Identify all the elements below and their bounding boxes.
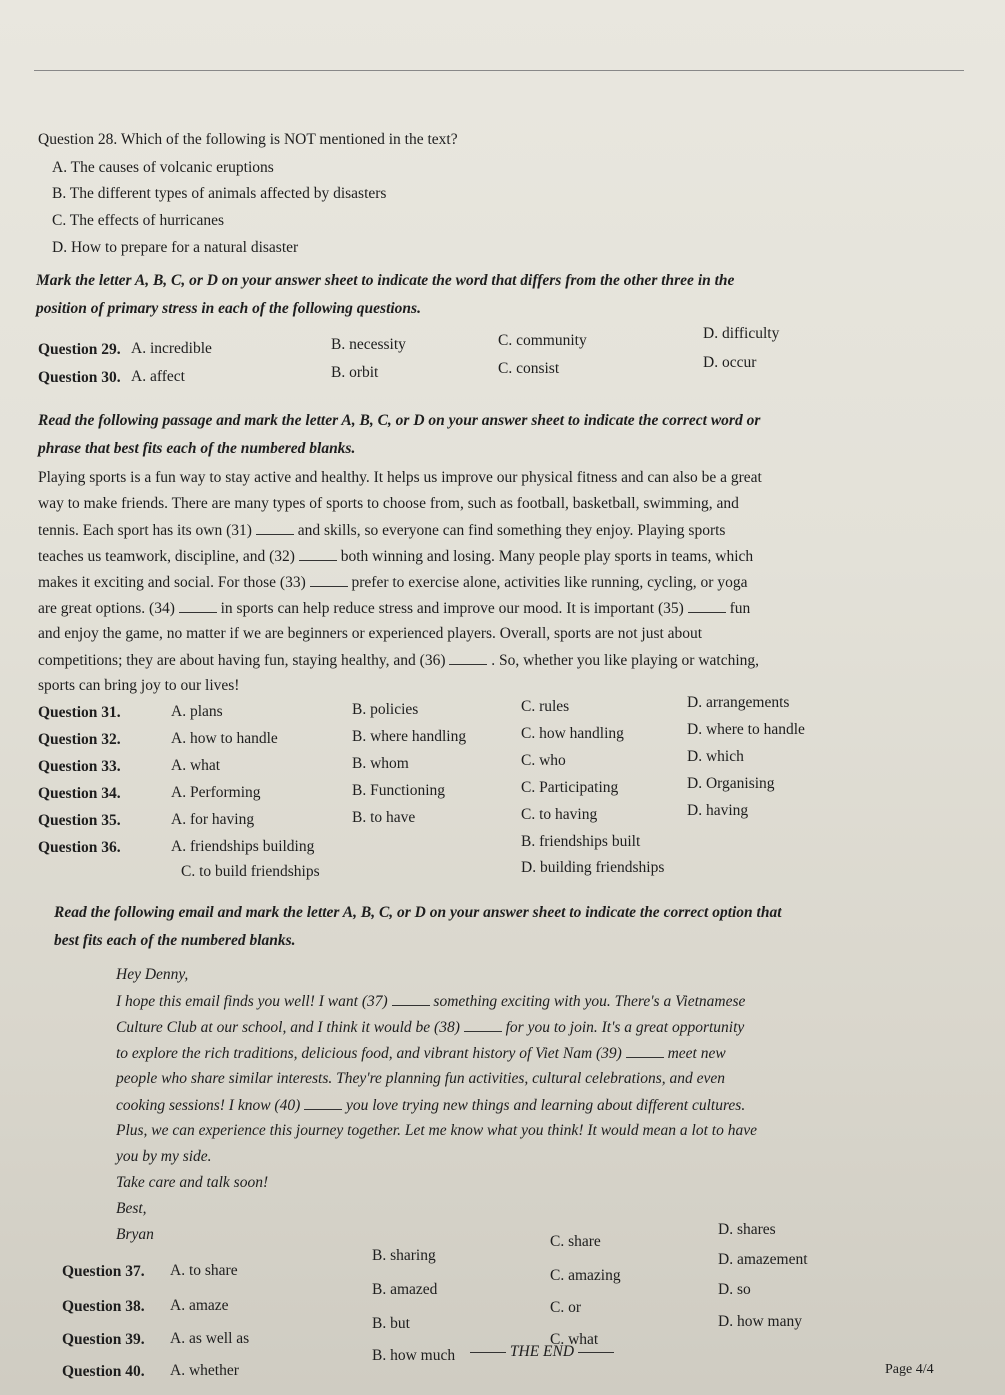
q39-option-d: D. so xyxy=(718,1281,751,1298)
q36-option-b: B. friendships built xyxy=(521,833,641,850)
q38-label: Question 38. xyxy=(62,1298,145,1315)
blank-34 xyxy=(179,598,217,613)
q37-option-b: B. sharing xyxy=(372,1247,436,1264)
email-closing: Best, xyxy=(116,1200,147,1217)
email-line5-end: you love trying new things and learning about different cultures. xyxy=(346,1097,746,1114)
q40-label: Question 40. xyxy=(62,1363,145,1380)
q34-option-a: A. Performing xyxy=(171,784,261,801)
q31-option-c: C. rules xyxy=(521,698,570,715)
q35-option-b: B. to have xyxy=(352,809,416,826)
q28-option-c: C. The effects of hurricanes xyxy=(52,212,225,229)
q35-label: Question 35. xyxy=(38,812,121,829)
q35-option-d: D. having xyxy=(687,802,749,819)
q29-option-b: B. necessity xyxy=(331,336,406,353)
email-line7: you by my side. xyxy=(116,1148,212,1165)
passage-instruction-line2: phrase that best fits each of the numbered blanks. xyxy=(38,440,356,457)
q37-option-a: A. to share xyxy=(170,1262,238,1279)
passage-line5-end: prefer to exercise alone, activities like running, cycling, or yoga xyxy=(351,574,748,591)
q33-option-a: A. what xyxy=(171,757,221,774)
passage-line9: sports can bring joy to our lives! xyxy=(38,677,240,694)
q35-option-a: A. for having xyxy=(171,811,255,828)
blank-31 xyxy=(256,520,294,535)
email-line3-start: to explore the rich traditions, delicious food, and vibrant history of Viet Nam (39) xyxy=(116,1045,622,1062)
q38-option-c: C. amazing xyxy=(550,1267,621,1284)
top-rule xyxy=(34,70,964,71)
passage-line8-start: competitions; they are about having fun, staying healthy, and (36) xyxy=(38,652,446,669)
q38-option-b: B. amazed xyxy=(372,1281,438,1298)
blank-38 xyxy=(464,1017,502,1032)
q29-label: Question 29. xyxy=(38,341,121,358)
passage-line6-end: fun xyxy=(729,600,751,617)
passage-line6-mid: in sports can help reduce stress and improve our mood. It is important (35) xyxy=(220,600,684,617)
q39-option-a: A. as well as xyxy=(170,1330,250,1347)
q30-label: Question 30. xyxy=(38,369,121,386)
q34-option-c: C. Participating xyxy=(521,779,619,796)
passage-line7: and enjoy the game, no matter if we are beginners or experienced players. Overall, sports are not just about xyxy=(38,625,703,642)
stress-instruction-line2: position of primary stress in each of the following questions. xyxy=(36,300,421,317)
q36-option-c: C. to build friendships xyxy=(181,863,320,880)
q31-option-d: D. arrangements xyxy=(687,694,790,711)
q40-option-d: D. how many xyxy=(718,1313,802,1330)
q36-label: Question 36. xyxy=(38,839,121,856)
passage-line2: way to make friends. There are many types of sports to choose from, such as football, basketball, swimming, and xyxy=(38,495,739,512)
passage-line8-end: . So, whether you like playing or watching, xyxy=(491,652,760,669)
q36-option-a: A. friendships building xyxy=(171,838,315,855)
q33-option-c: C. who xyxy=(521,752,566,769)
email-line3 xyxy=(116,1043,726,1064)
passage-line4-end: both winning and losing. Many people play sports in teams, which xyxy=(340,548,754,565)
q39-option-b: B. but xyxy=(372,1315,410,1332)
email-line5 xyxy=(116,1095,745,1116)
email-line8: Take care and talk soon! xyxy=(116,1174,269,1191)
q30-option-a: A. affect xyxy=(131,368,185,385)
passage-line5-start: makes it exciting and social. For those (33) xyxy=(38,574,306,591)
blank-37 xyxy=(392,991,430,1006)
end-line-right xyxy=(578,1352,614,1353)
q31-label: Question 31. xyxy=(38,704,121,721)
q28-option-a: A. The causes of volcanic eruptions xyxy=(52,159,274,176)
q37-option-d: D. shares xyxy=(718,1221,776,1238)
email-line4: people who share similar interests. They're planning fun activities, cultural celebrations, and even xyxy=(116,1070,726,1087)
passage-line4-start: teaches us teamwork, discipline, and (32) xyxy=(38,548,295,565)
q32-option-c: C. how handling xyxy=(521,725,624,742)
q32-label: Question 32. xyxy=(38,731,121,748)
passage-line3-end: and skills, so everyone can find something they enjoy. Playing sports xyxy=(297,522,726,539)
q40-option-b: B. how much xyxy=(372,1347,456,1364)
blank-32 xyxy=(299,546,337,561)
q29-option-c: C. community xyxy=(498,332,587,349)
email-line5-start: cooking sessions! I know (40) xyxy=(116,1097,301,1114)
email-greeting: Hey Denny, xyxy=(116,966,189,983)
passage-line5 xyxy=(38,572,747,593)
email-line2-start: Culture Club at our school, and I think it would be (38) xyxy=(116,1019,460,1036)
email-signature: Bryan xyxy=(116,1226,154,1243)
email-instruction-line1: Read the following email and mark the letter A, B, C, or D on your answer sheet to indicate the correct option that xyxy=(54,904,782,921)
end-marker xyxy=(470,1342,614,1362)
q33-option-d: D. which xyxy=(687,748,744,765)
stress-instruction-line1: Mark the letter A, B, C, or D on your answer sheet to indicate the word that differs from the other three in the xyxy=(36,272,735,289)
passage-line4 xyxy=(38,546,753,567)
email-line1-end: something exciting with you. There's a Vietnamese xyxy=(433,993,746,1010)
q29-option-d: D. difficulty xyxy=(703,325,780,342)
q34-option-b: B. Functioning xyxy=(352,782,446,799)
passage-instruction-line1: Read the following passage and mark the letter A, B, C, or D on your answer sheet to indicate the correct word or xyxy=(38,412,761,429)
passage-line1: Playing sports is a fun way to stay active and healthy. It helps us improve our physical fitness and can also be a great xyxy=(38,469,762,486)
q29-option-a: A. incredible xyxy=(131,340,212,357)
q28-option-b: B. The different types of animals affected by disasters xyxy=(52,185,387,202)
q36-option-d: D. building friendships xyxy=(521,859,665,876)
blank-35 xyxy=(688,598,726,613)
q40-option-c: C. what xyxy=(550,1331,599,1348)
end-text: THE END xyxy=(509,1343,575,1360)
q34-option-d: D. Organising xyxy=(687,775,775,792)
email-line3-end: meet new xyxy=(667,1045,726,1062)
q33-label: Question 33. xyxy=(38,758,121,775)
q32-option-a: A. how to handle xyxy=(171,730,278,747)
blank-40 xyxy=(304,1095,342,1110)
email-line2 xyxy=(116,1017,744,1038)
blank-39 xyxy=(626,1043,664,1058)
q40-option-a: A. whether xyxy=(170,1362,239,1379)
email-line6: Plus, we can experience this journey together. Let me know what you think! It would mean a lot to have xyxy=(116,1122,757,1139)
email-instruction-line2: best fits each of the numbered blanks. xyxy=(54,932,296,949)
blank-33 xyxy=(310,572,348,587)
passage-line3-start: tennis. Each sport has its own (31) xyxy=(38,522,252,539)
q37-option-c: C. share xyxy=(550,1233,601,1250)
q34-label: Question 34. xyxy=(38,785,121,802)
q30-option-c: C. consist xyxy=(498,360,560,377)
q28-stem: Question 28. Which of the following is NOT mentioned in the text? xyxy=(38,131,458,148)
q37-label: Question 37. xyxy=(62,1263,145,1280)
q30-option-b: B. orbit xyxy=(331,364,379,381)
email-line1-start: I hope this email finds you well! I want (37) xyxy=(116,993,388,1010)
q35-option-c: C. to having xyxy=(521,806,598,823)
blank-36 xyxy=(449,650,487,665)
passage-line6-start: are great options. (34) xyxy=(38,600,175,617)
q33-option-b: B. whom xyxy=(352,755,409,772)
q32-option-d: D. where to handle xyxy=(687,721,805,738)
q31-option-b: B. policies xyxy=(352,701,419,718)
email-line1 xyxy=(116,991,745,1012)
passage-line3 xyxy=(38,520,725,541)
q39-option-c: C. or xyxy=(550,1299,581,1316)
q38-option-d: D. amazement xyxy=(718,1251,808,1268)
q31-option-a: A. plans xyxy=(171,703,223,720)
passage-line8 xyxy=(38,650,759,671)
q39-label: Question 39. xyxy=(62,1331,145,1348)
q32-option-b: B. where handling xyxy=(352,728,467,745)
page-number: Page 4/4 xyxy=(885,1362,934,1377)
q30-option-d: D. occur xyxy=(703,354,757,371)
passage-line6 xyxy=(38,598,750,619)
q28-option-d: D. How to prepare for a natural disaster xyxy=(52,239,299,256)
end-line-left xyxy=(470,1352,506,1353)
email-line2-end: for you to join. It's a great opportunity xyxy=(505,1019,745,1036)
q38-option-a: A. amaze xyxy=(170,1297,229,1314)
